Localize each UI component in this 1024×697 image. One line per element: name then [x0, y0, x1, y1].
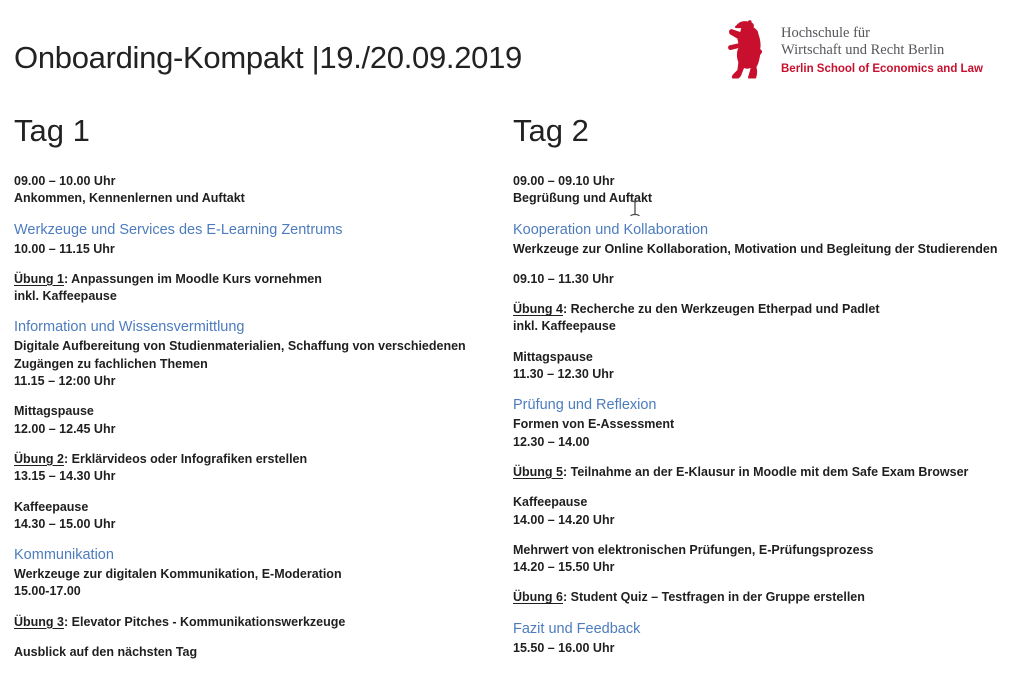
section-heading: Kooperation und Kollaboration	[513, 221, 709, 238]
schedule-line: 12.30 – 14.00	[513, 434, 590, 449]
schedule-line: Ankommen, Kennenlernen und Auftakt	[14, 191, 245, 206]
exercise-text: : Elevator Pitches - Kommunikationswerkzeuge	[64, 614, 346, 629]
schedule-line: 09.00 – 10.00 Uhr	[14, 174, 116, 188]
schedule-line: 14.00 – 14.20 Uhr	[513, 512, 615, 527]
schedule-block	[14, 644, 508, 661]
schedule-line: Mittagspause	[513, 349, 593, 364]
schedule-line: Werkzeuge zur digitalen Kommunikation, E-Moderation	[14, 567, 342, 582]
schedule-block	[513, 221, 1018, 258]
schedule-block	[14, 318, 508, 390]
schedule-line: Formen von E-Assessment	[513, 417, 675, 432]
schedule-block	[14, 221, 508, 258]
hwr-logo	[726, 20, 983, 80]
schedule-block	[513, 396, 1018, 451]
schedule-line: 14.30 – 15.00 Uhr	[14, 516, 116, 531]
page-title: Onboarding-Kompakt |19./20.09.2019	[14, 40, 522, 75]
schedule-line: Ausblick auf den nächsten Tag	[14, 645, 198, 660]
schedule-block	[513, 301, 1018, 336]
schedule-block	[14, 499, 508, 534]
schedule-block	[513, 620, 1018, 657]
exercise-line	[513, 301, 1018, 318]
schedule-line: Zugängen zu fachlichen Themen	[14, 356, 208, 371]
schedule-line: 10.00 – 11.15 Uhr	[14, 241, 115, 256]
schedule-line: Kaffeepause	[513, 495, 588, 510]
schedule-line: 15.00-17.00	[14, 584, 81, 599]
schedule-block	[513, 464, 1018, 481]
schedule-block	[513, 349, 1018, 384]
logo-subtitle: Berlin School of Economics and Law	[781, 63, 983, 75]
exercise-label: Übung 4	[513, 302, 563, 317]
schedule-line: 13.15 – 14.30 Uhr	[14, 469, 116, 484]
day-heading-2: Tag 2	[513, 113, 589, 148]
exercise-text: : Student Quiz – Testfragen in der Gruppe erstellen	[563, 590, 865, 605]
schedule-block	[14, 546, 508, 601]
exercise-label: Übung 1	[14, 271, 64, 286]
exercise-text: : Teilnahme an der E-Klausur in Moodle mit dem Safe Exam Browser	[563, 464, 969, 479]
schedule-line: Werkzeuge zur Online Kollaboration, Motivation und Begleitung der Studierenden	[513, 241, 998, 256]
schedule-line: 09.00 – 09.10 Uhr	[513, 174, 615, 188]
section-heading: Prüfung und Reflexion	[513, 397, 657, 414]
schedule-block	[513, 589, 1018, 606]
day-column-1	[14, 112, 508, 674]
logo-text-block	[781, 20, 983, 75]
exercise-line	[14, 451, 508, 468]
schedule-block	[513, 271, 1018, 288]
schedule-block	[14, 451, 508, 486]
berlin-bear-icon	[726, 20, 764, 80]
exercise-line	[513, 464, 1018, 481]
schedule-line: Digitale Aufbereitung von Studienmaterialien, Schaffung von verschiedenen	[14, 339, 466, 354]
schedule-block	[14, 614, 508, 631]
exercise-text: : Recherche zu den Werkzeugen Etherpad und Padlet	[563, 302, 880, 317]
schedule-line: 14.20 – 15.50 Uhr	[513, 560, 615, 575]
exercise-label: Übung 5	[513, 464, 563, 479]
section-heading: Werkzeuge und Services des E-Learning Zentrums	[14, 221, 343, 238]
text-cursor-pointer	[629, 199, 641, 217]
section-heading: Information und Wissensvermittlung	[14, 319, 245, 336]
schedule-line: 15.50 – 16.00 Uhr	[513, 640, 615, 655]
section-heading: Fazit und Feedback	[513, 620, 641, 637]
schedule-blocks-2	[513, 173, 1018, 657]
schedule-line: 09.10 – 11.30 Uhr	[513, 271, 614, 286]
schedule-line: inkl. Kaffeepause	[14, 289, 117, 304]
exercise-line	[14, 271, 508, 288]
schedule-block	[513, 494, 1018, 529]
exercise-text: : Erklärvideos oder Infografiken erstellen	[64, 451, 308, 466]
schedule-line: Begrüßung und Auftakt	[513, 191, 653, 206]
schedule-block	[14, 173, 508, 208]
schedule-line: inkl. Kaffeepause	[513, 319, 616, 334]
logo-name-line2: Wirtschaft und Recht Berlin	[781, 42, 945, 58]
exercise-text: : Anpassungen im Moodle Kurs vornehmen	[64, 271, 322, 286]
schedule-line: 12.00 – 12.45 Uhr	[14, 421, 116, 436]
day-column-2	[513, 112, 1018, 670]
logo-name-line1: Hochschule für	[781, 25, 870, 41]
day-heading-1: Tag 1	[14, 113, 90, 148]
exercise-label: Übung 6	[513, 590, 563, 605]
exercise-label: Übung 3	[14, 614, 64, 629]
exercise-label: Übung 2	[14, 451, 64, 466]
schedule-blocks-1	[14, 173, 508, 661]
schedule-block	[513, 542, 1018, 577]
schedule-line: Kaffeepause	[14, 499, 89, 514]
schedule-line: Mittagspause	[14, 404, 94, 419]
exercise-line	[14, 614, 508, 631]
schedule-block	[513, 173, 1018, 208]
schedule-block	[14, 271, 508, 306]
section-heading: Kommunikation	[14, 547, 114, 564]
schedule-line: 11.30 – 12.30 Uhr	[513, 367, 614, 382]
schedule-line: 11.15 – 12:00 Uhr	[14, 374, 116, 389]
schedule-line: Mehrwert von elektronischen Prüfungen, E-Prüfungsprozess	[513, 542, 874, 557]
exercise-line	[513, 589, 1018, 606]
schedule-block	[14, 403, 508, 438]
